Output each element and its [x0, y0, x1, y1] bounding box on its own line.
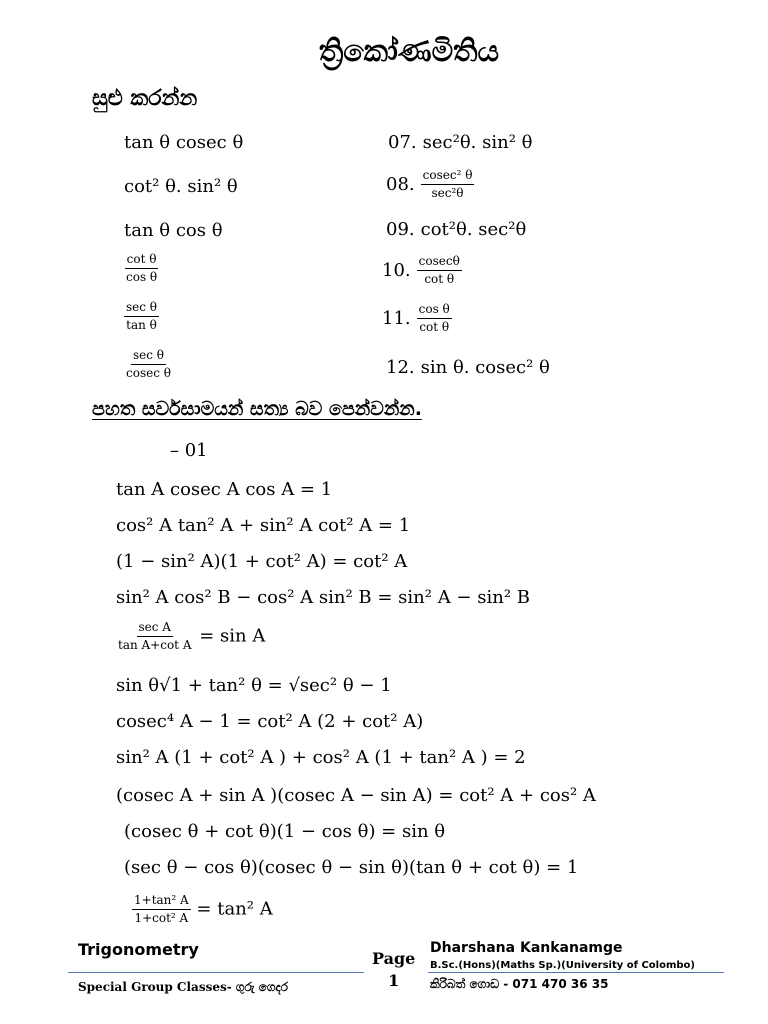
simplify-item: 08. $\frac{\text{cosec² θ}}{\text{sec²θ}}$ — [386, 168, 473, 200]
fraction: $\frac{\text{cosec² θ}}{\text{sec²θ}}$ — [422, 168, 473, 200]
fraction: $\frac{\text{sec θ}}{\text{cosec θ}}$ — [126, 348, 171, 380]
author-credentials: B.Sc.(Hons)(Maths Sp.)(University of Colombo) — [430, 960, 695, 971]
simplify-item — [124, 348, 173, 381]
simplify-item: tan θ cos θ — [124, 220, 223, 241]
simplify-item: 10. $\frac{cosec\theta}{\text{cot θ}}$ — [382, 254, 460, 286]
identities-heading: පහත සර්වසාමයන් සත්‍ය බව පෙන්වන්න. — [92, 398, 422, 420]
identity-item: $\frac{\text{1+tan² A}}{\text{1+cot² A}}$ = tan² A — [134, 893, 273, 925]
fraction: $\frac{\text{sec θ}}{\text{tan θ}}$ — [126, 300, 158, 332]
identity-item: tan A cosec A cos A = 1 — [116, 479, 333, 500]
identity-item: sin² A (1 + cot² A ) + cos² A (1 + tan² A ) = 2 — [116, 747, 526, 768]
identity-item: (cosec A + sin A )(cosec A − sin A) = cot² A + cos² A — [116, 785, 596, 806]
fraction: $\frac{\text{1+tan² A}}{\text{1+cot² A}}$ — [134, 893, 189, 925]
author-contact: කිරිබත් ගොඩ - 071 470 36 35 — [430, 977, 609, 991]
author-name: Dharshana Kankanamge — [430, 940, 623, 956]
identity-item: $\frac{\text{sec A}}{\text{tan A+cot A}}$ = sin A — [118, 620, 266, 652]
fraction: $\frac{cosec\theta}{\text{cot θ}}$ — [418, 254, 460, 286]
identity-item: cos² A tan² A + sin² A cot² A = 1 — [116, 515, 411, 536]
page-label: Page — [372, 949, 416, 968]
page-indicator — [372, 948, 415, 991]
exercise-label: – 01 — [170, 440, 208, 461]
footer-divider — [428, 972, 724, 973]
identity-item: cosec⁴ A − 1 = cot² A (2 + cot² A) — [116, 711, 424, 732]
fraction: $\frac{\text{cos θ}}{\text{cot θ}}$ — [418, 302, 450, 334]
fraction: $\frac{\text{sec A}}{\text{tan A+cot A}}$ — [118, 620, 192, 652]
simplify-item: 09. cot²θ. sec²θ — [386, 219, 527, 240]
simplify-item: tan θ cosec θ — [124, 132, 244, 153]
simplify-item — [124, 252, 159, 285]
simplify-item — [124, 300, 159, 333]
footer-divider — [68, 972, 364, 973]
page-title: ත්‍රිකෝණමිතිය — [318, 34, 500, 69]
identity-item: (cosec θ + cot θ)(1 − cos θ) = sin θ — [124, 821, 446, 842]
simplify-heading: සුළු කරන්න — [92, 86, 198, 111]
identity-item: (sec θ − cos θ)(cosec θ − sin θ)(tan θ + cot θ) = 1 — [124, 857, 579, 878]
simplify-item: cot² θ. sin² θ — [124, 176, 238, 197]
simplify-item: 11. $\frac{\text{cos θ}}{\text{cot θ}}$ — [382, 302, 450, 334]
identity-item: sin θ√1 + tan² θ = √sec² θ − 1 — [116, 675, 392, 696]
footer-classes: Special Group Classes- ගුරු ගෙදර — [78, 980, 288, 994]
footer-subject: Trigonometry — [78, 940, 199, 959]
simplify-item: 07. sec²θ. sin² θ — [388, 132, 533, 153]
fraction: $\frac{\text{cot θ}}{\text{cos θ}}$ — [126, 252, 158, 284]
identity-item: sin² A cos² B − cos² A sin² B = sin² A − sin² B — [116, 587, 530, 608]
identity-item: (1 − sin² A)(1 + cot² A) = cot² A — [116, 551, 408, 572]
simplify-item: 12. sin θ. cosec² θ — [386, 357, 550, 378]
page-number: 1 — [388, 970, 400, 990]
